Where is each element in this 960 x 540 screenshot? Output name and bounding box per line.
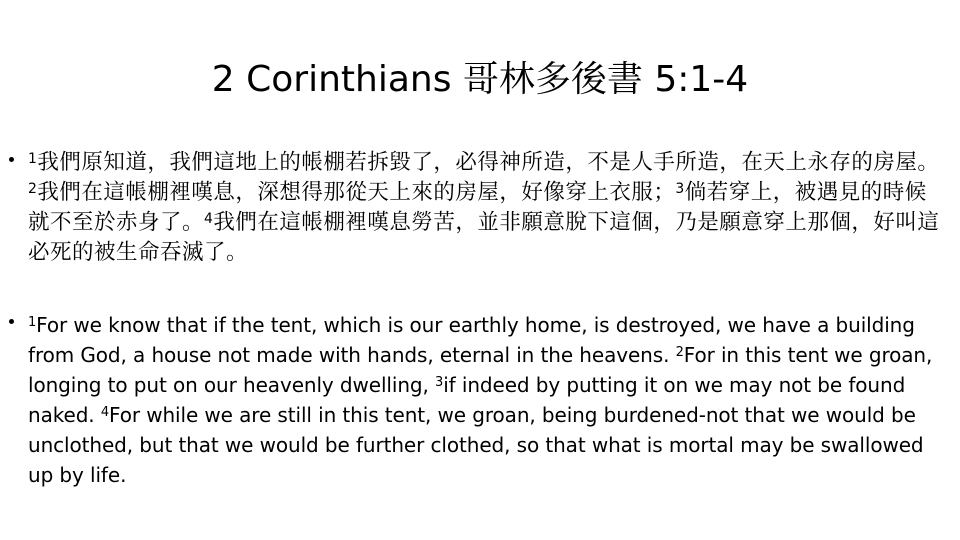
verse-number: 3 [435, 375, 444, 391]
bullet-dot-icon [9, 157, 14, 162]
verse-text: 倘若穿上，被遇見的時候就不至於赤身了。 [28, 180, 927, 235]
verse-number: 4 [100, 405, 109, 421]
verse-number: 1 [28, 315, 37, 331]
chinese-verses [28, 148, 940, 268]
english-verses [28, 310, 940, 490]
verse-text: For while we are still in this tent, we groan, being burdened-not that we would be unclothed, but that we would be further clothed, so that what is mortal may be swallowed up by life. [28, 403, 924, 487]
verse-text: 我們原知道，我們這地上的帳棚若拆毀了，必得神所造，不是人手所造，在天上永存的房屋。 [37, 150, 940, 175]
verse-text: For in this tent we groan, longing to put on our heavenly dwelling, [28, 343, 933, 397]
verse-number: 4 [204, 210, 214, 227]
verse-number: 1 [28, 150, 38, 167]
bullet-dot-icon [9, 319, 14, 324]
verse-text: 我們在這帳棚裡嘆息，深想得那從天上來的房屋，好像穿上衣服； [37, 180, 676, 205]
verse-1-zh [28, 150, 939, 175]
slide-title: 2 Corinthians 哥林多後書 5:1-4 [211, 59, 749, 100]
verse-number: 3 [675, 180, 685, 197]
verse-number: 2 [675, 345, 684, 361]
verse-text: 我們在這帳棚裡嘆息勞苦，並非願意脫下這個，乃是願意穿上那個，好叫這必死的被生命吞滅了。 [28, 210, 940, 265]
verse-text: if indeed by putting it on we may not be found naked. [28, 373, 906, 427]
verse-number: 2 [28, 180, 38, 197]
verse-text: For we know that if the tent, which is our earthly home, is destroyed, we have a building from God, a house not made with hands, eternal in the heavens. [28, 313, 915, 367]
verse-4-en [28, 403, 924, 487]
verse-2-zh [28, 180, 675, 205]
